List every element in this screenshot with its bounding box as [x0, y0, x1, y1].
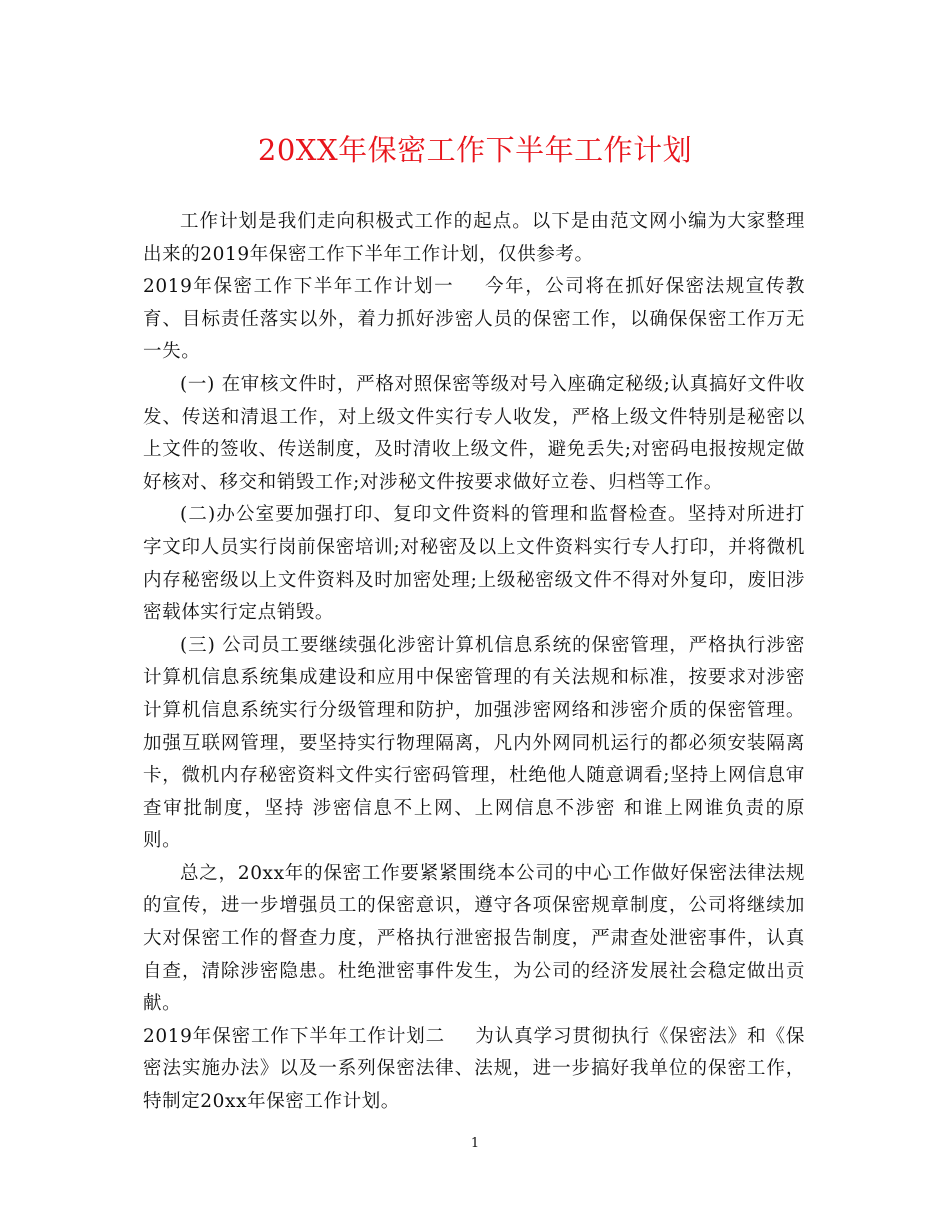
page-number: 1 — [470, 1136, 480, 1151]
document-body — [143, 206, 805, 1119]
item3-paragraph: (三) 公司员工要继续强化涉密计算机信息系统的保密管理，严格执行涉密计算机信息系统集成建设和应用中保密管理的有关法规和标准，按要求对涉密计算机信息系统实行分级管理和防护，加强涉密网络和涉密介质的保密管理。加强互联网管理，要坚持实行物理隔离，凡内外网同机运行的都必须安装隔离卡，微机内存秘密资料文件实行密码管理，杜绝他人随意调看;坚持上网信息审查审批制度，坚持 涉密信息不上网、上网信息不涉密 和谁上网谁负责的原则。 — [143, 634, 805, 852]
document-title: 20XX年保密工作下半年工作计划 — [257, 133, 693, 167]
plan1-heading: 2019年保密工作下半年工作计划一 — [143, 276, 455, 298]
plan2-text: 为认真学习贯彻执行《保密法》和《保密法实施办法》以及一系列保密法律、法规，进一步搞好我单位的保密工作，特制定20xx年保密工作计划。 — [143, 1025, 805, 1113]
plan2-heading: 2019年保密工作下半年工作计划二 — [143, 1025, 446, 1047]
plan1-paragraph — [143, 271, 805, 369]
intro-paragraph: 工作计划是我们走向积极式工作的起点。以下是由范文网小编为大家整理出来的2019年保密工作下半年工作计划，仅供参考。 — [143, 211, 805, 265]
plan1-text: 今年，公司将在抓好保密法规宣传教育、目标责任落实以外，着力抓好涉密人员的保密工作，以确保保密工作万无一失。 — [143, 276, 805, 363]
plan2-paragraph — [143, 1021, 805, 1119]
item2-paragraph: (二)办公室要加强打印、复印文件资料的管理和监督检查。坚持对所进打字文印人员实行岗前保密培训;对秘密及以上文件资料实行专人打印，并将微机内存秘密级以上文件资料及时加密处理;上级秘密级文件不得对外复印，废旧涉密载体实行定点销毁。 — [143, 504, 805, 624]
summary-paragraph: 总之，20xx年的保密工作要紧紧围绕本公司的中心工作做好保密法律法规的宣传，进一步增强员工的保密意识，遵守各项保密规章制度，公司将继续加大对保密工作的督查力度，严格执行泄密报告制度，严肃查处泄密事件，认真自查，清除涉密隐患。杜绝泄密事件发生，为公司的经济发展社会稳定做出贡献。 — [143, 862, 805, 1015]
item1-paragraph: (一) 在审核文件时，严格对照保密等级对号入座确定秘级;认真搞好文件收发、传送和清退工作，对上级文件实行专人收发，严格上级文件特别是秘密以上文件的签收、传送制度，及时清收上级文件，避免丢失;对密码电报按规定做好核对、移交和销毁工作;对涉秘文件按要求做好立卷、归档等工作。 — [143, 373, 805, 493]
